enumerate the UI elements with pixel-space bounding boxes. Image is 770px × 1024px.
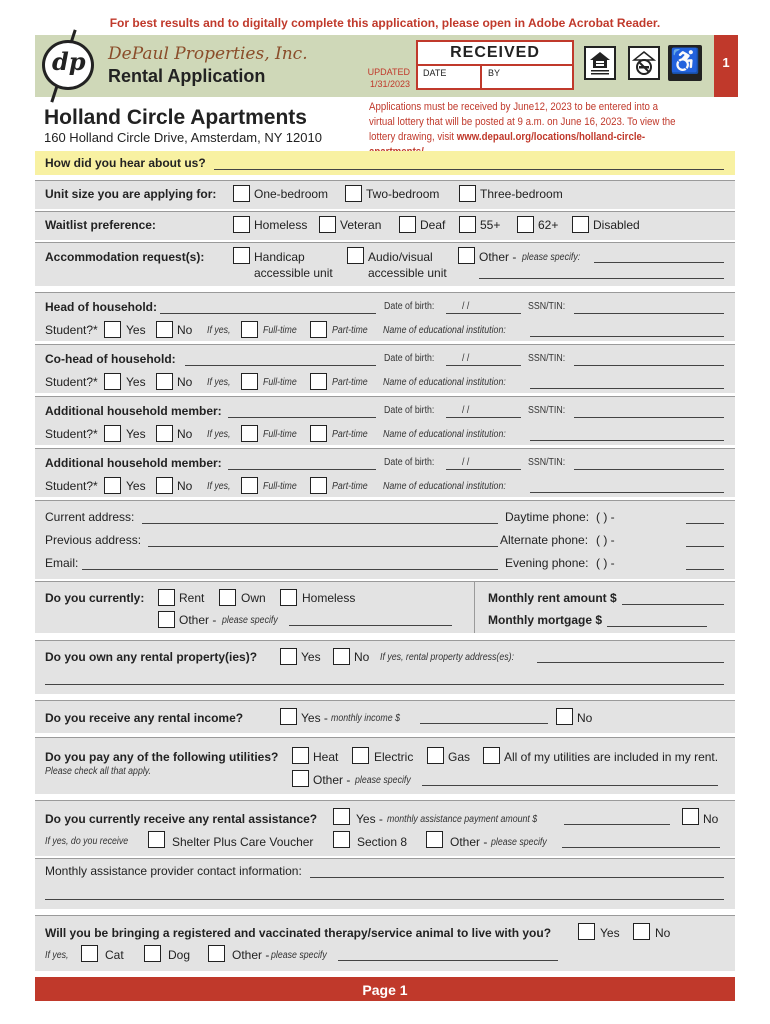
- animal-yes-label: Yes: [600, 926, 620, 940]
- alternate-phone-field[interactable]: [686, 546, 724, 547]
- member-3-student-yes-checkbox[interactable]: [104, 425, 121, 442]
- member-3-dob-field[interactable]: [446, 417, 521, 418]
- all-utilities-checkbox[interactable]: [483, 747, 500, 764]
- 55plus-checkbox[interactable]: [459, 216, 476, 233]
- animal-label: Will you be bringing a registered and vaccinated therapy/service animal to live with you?: [45, 926, 552, 940]
- member-1-student-yes-checkbox[interactable]: [104, 321, 121, 338]
- animal-no-checkbox[interactable]: [633, 923, 650, 940]
- daytime-phone-format: ( ) -: [596, 510, 615, 524]
- rental-property-yes-label: Yes: [301, 650, 321, 664]
- unit-size-label: Unit size you are applying for:: [45, 187, 217, 201]
- accommodation-label: Accommodation request(s):: [45, 250, 205, 264]
- rental-income-yes-label: Yes -: [301, 711, 328, 725]
- member-4-name-field[interactable]: [228, 469, 376, 470]
- member-4-parttime-checkbox[interactable]: [310, 477, 327, 494]
- member-2-dob-field[interactable]: [446, 365, 521, 366]
- rental-income-no-label: No: [577, 711, 593, 725]
- deaf-checkbox[interactable]: [399, 216, 416, 233]
- member-1-ifyes: If yes,: [207, 325, 231, 336]
- cat-checkbox[interactable]: [81, 945, 98, 962]
- housing-divider: [474, 582, 475, 633]
- own-checkbox[interactable]: [219, 589, 236, 606]
- lottery-text: Applications must be received by June12, 2023 to be entered into a virtual lottery that will be posted at 9 a.m. on June 16, 2023. To view the lottery drawing, visit: [369, 101, 676, 143]
- rental-property-ifyes: If yes, rental property address(es):: [380, 652, 515, 663]
- provider-field[interactable]: [310, 877, 724, 878]
- evening-phone-format: ( ) -: [596, 556, 615, 570]
- monthly-rent-field[interactable]: [622, 604, 724, 605]
- member-4-institution-label: Name of educational institution:: [383, 481, 506, 492]
- member-3-ifyes: If yes,: [207, 429, 231, 440]
- updated-date: 1/31/2023: [369, 79, 410, 89]
- previous-address-field[interactable]: [148, 546, 498, 547]
- accommodation-other-field-2[interactable]: [479, 278, 724, 279]
- rental-property-no-checkbox[interactable]: [333, 648, 350, 665]
- cat-label: Cat: [105, 948, 124, 962]
- housing-homeless-label: Homeless: [302, 591, 356, 605]
- member-2-institution-label: Name of educational institution:: [383, 377, 506, 388]
- section8-checkbox[interactable]: [333, 831, 350, 848]
- assistance-other-checkbox[interactable]: [426, 831, 443, 848]
- member-2-dob-label: Date of birth:: [384, 353, 435, 364]
- company-name: DePaul Properties, Inc.: [108, 44, 308, 64]
- received-divider: [418, 64, 572, 66]
- acrobat-note: For best results and to digitally complete this application, please open in Adobe Acrobat Reader.: [109, 16, 661, 30]
- audio-visual-label-2: accessible unit: [368, 266, 447, 280]
- all-utilities-label: All of my utilities are included in my rent.: [504, 750, 719, 764]
- member-2-student-no-checkbox[interactable]: [156, 373, 173, 390]
- housing-other-label: Other -: [179, 613, 217, 627]
- 62plus-checkbox[interactable]: [517, 216, 534, 233]
- member-4-ifyes: If yes,: [207, 481, 231, 492]
- hear-about-us-row: [35, 151, 735, 175]
- rental-property-address-field-2[interactable]: [45, 684, 724, 685]
- member-4-student-label: Student?*: [45, 479, 98, 493]
- housing-other-field[interactable]: [289, 625, 452, 626]
- monthly-rent-label: Monthly rent amount $: [488, 591, 617, 605]
- member-1-student-no-label: No: [177, 323, 193, 337]
- member-1-student-yes-label: Yes: [126, 323, 146, 337]
- housing-other-checkbox[interactable]: [158, 611, 175, 628]
- homeless-label: Homeless: [254, 218, 308, 232]
- current-address-label: Current address:: [45, 510, 135, 524]
- received-box: [416, 40, 574, 90]
- no-smoking-icon: [628, 46, 660, 80]
- shelter-plus-label: Shelter Plus Care Voucher: [172, 835, 314, 849]
- member-2-label: Co-head of household:: [45, 352, 176, 366]
- form-title: Rental Application: [108, 66, 266, 86]
- rental-property-yes-checkbox[interactable]: [280, 648, 297, 665]
- assistance-yes-label: Yes -: [356, 812, 383, 826]
- three-bedroom-label: Three-bedroom: [480, 187, 563, 201]
- current-address-field[interactable]: [142, 523, 498, 524]
- member-4-dob-label: Date of birth:: [384, 457, 435, 468]
- monthly-mortgage-field[interactable]: [607, 626, 707, 627]
- rental-property-address-field[interactable]: [537, 662, 724, 663]
- member-4-label: Additional household member:: [45, 456, 222, 470]
- assistance-specify-label: please specify: [491, 837, 547, 848]
- rental-income-yes-checkbox[interactable]: [280, 708, 297, 725]
- member-4-institution-field[interactable]: [530, 492, 724, 493]
- audio-visual-label: Audio/visual: [368, 250, 433, 264]
- received-by-label: BY: [488, 68, 501, 78]
- member-3-student-no-label: No: [177, 427, 193, 441]
- alternate-phone-label: Alternate phone:: [500, 533, 589, 547]
- gas-label: Gas: [448, 750, 471, 764]
- electric-label: Electric: [374, 750, 414, 764]
- animal-specify-label: please specify: [271, 950, 327, 961]
- handicap-label-2: accessible unit: [254, 266, 333, 280]
- accommodation-specify-label: please specify:: [522, 252, 581, 263]
- member-2-ifyes: If yes,: [207, 377, 231, 388]
- member-2-dob-sep: / /: [462, 353, 470, 364]
- audio-visual-checkbox[interactable]: [347, 247, 364, 264]
- disabled-label: Disabled: [593, 218, 640, 232]
- accessibility-icon: ♿: [668, 45, 702, 81]
- property-name: Holland Circle Apartments: [44, 106, 307, 129]
- rental-income-label: Do you receive any rental income?: [45, 711, 244, 725]
- member-3-dob-label: Date of birth:: [384, 405, 435, 416]
- daytime-phone-field[interactable]: [686, 523, 724, 524]
- alternate-phone-format: ( ) -: [596, 533, 615, 547]
- housing-label: Do you currently:: [45, 591, 145, 605]
- member-2-student-yes-label: Yes: [126, 375, 146, 389]
- rent-label: Rent: [179, 591, 205, 605]
- evening-phone-label: Evening phone:: [505, 556, 589, 570]
- utilities-specify-label: please specify: [355, 775, 411, 786]
- assistance-other-label: Other -: [450, 835, 488, 849]
- disabled-checkbox[interactable]: [572, 216, 589, 233]
- email-label: Email:: [45, 556, 79, 570]
- member-2-student-no-label: No: [177, 375, 193, 389]
- assistance-yes-checkbox[interactable]: [333, 808, 350, 825]
- member-1-student-label: Student?*: [45, 323, 98, 337]
- rental-property-no-label: No: [354, 650, 370, 664]
- member-3-student-no-checkbox[interactable]: [156, 425, 173, 442]
- member-4-student-no-label: No: [177, 479, 193, 493]
- handicap-unit-checkbox[interactable]: [233, 247, 250, 264]
- member-3-student-label: Student?*: [45, 427, 98, 441]
- member-1-fulltime-checkbox[interactable]: [241, 321, 258, 338]
- member-2-ssn-field[interactable]: [574, 365, 724, 366]
- member-1-institution-field[interactable]: [530, 336, 724, 337]
- 55plus-label: 55+: [480, 218, 501, 232]
- member-4-fulltime-label: Full-time: [263, 481, 297, 492]
- provider-field-2[interactable]: [45, 899, 724, 900]
- member-1-name-field[interactable]: [160, 313, 376, 314]
- lottery-link[interactable]: www.depaul.org/locations/holland-circle-: [456, 131, 646, 143]
- hear-about-us-label: How did you hear about us?: [45, 156, 206, 170]
- homeless-checkbox[interactable]: [233, 216, 250, 233]
- animal-other-field[interactable]: [338, 960, 558, 961]
- received-date-label: DATE: [423, 68, 447, 78]
- two-bedroom-label: Two-bedroom: [366, 187, 440, 201]
- received-vdivider: [480, 64, 482, 88]
- dog-checkbox[interactable]: [144, 945, 161, 962]
- member-1-parttime-label: Part-time: [332, 325, 368, 336]
- page-number-tab: [714, 35, 738, 97]
- property-address: 160 Holland Circle Drive, Amsterdam, NY 12010: [44, 130, 322, 145]
- depaul-logo: [42, 40, 94, 90]
- member-4-ssn-label: SSN/TIN:: [528, 457, 566, 468]
- assistance-label: Do you currently receive any rental assistance?: [45, 812, 318, 826]
- hear-about-us-field[interactable]: [214, 169, 724, 170]
- updated-label: UPDATED: [367, 67, 410, 77]
- member-4-dob-field[interactable]: [446, 469, 521, 470]
- member-3-institution-field[interactable]: [530, 440, 724, 441]
- three-bedroom-checkbox[interactable]: [459, 185, 476, 202]
- veteran-label: Veteran: [340, 218, 382, 232]
- updated-stamp: [360, 66, 410, 90]
- member-4-fulltime-checkbox[interactable]: [241, 477, 258, 494]
- animal-ifyes: If yes,: [45, 950, 69, 961]
- member-4-dob-sep: / /: [462, 457, 470, 468]
- equal-housing-icon: [584, 46, 616, 80]
- accommodation-other-label: Other -: [479, 250, 517, 264]
- one-bedroom-checkbox[interactable]: [233, 185, 250, 202]
- member-2-student-yes-checkbox[interactable]: [104, 373, 121, 390]
- member-2-fulltime-label: Full-time: [263, 377, 297, 388]
- member-2-student-label: Student?*: [45, 375, 98, 389]
- member-1-dob-label: Date of birth:: [384, 301, 435, 312]
- member-1-ssn-field[interactable]: [574, 313, 724, 314]
- assistance-other-field[interactable]: [562, 847, 720, 848]
- rental-property-label: Do you own any rental property(ies)?: [45, 650, 258, 664]
- member-1-student-no-checkbox[interactable]: [156, 321, 173, 338]
- member-1-institution-label: Name of educational institution:: [383, 325, 506, 336]
- rental-income-no-checkbox[interactable]: [556, 708, 573, 725]
- animal-other-label: Other -: [232, 948, 270, 962]
- member-2-name-field[interactable]: [185, 365, 376, 366]
- page-number: 1: [722, 55, 730, 70]
- member-1-label: Head of household:: [45, 300, 157, 314]
- accommodation-other-checkbox[interactable]: [458, 247, 475, 264]
- utilities-other-label: Other -: [313, 773, 351, 787]
- member-3-name-field[interactable]: [228, 417, 376, 418]
- rent-checkbox[interactable]: [158, 589, 175, 606]
- member-4-parttime-label: Part-time: [332, 481, 368, 492]
- member-4-ssn-field[interactable]: [574, 469, 724, 470]
- member-1-dob-field[interactable]: [446, 313, 521, 314]
- provider-label: Monthly assistance provider contact information:: [45, 864, 302, 878]
- member-2-parttime-checkbox[interactable]: [310, 373, 327, 390]
- daytime-phone-label: Daytime phone:: [505, 510, 590, 524]
- heat-label: Heat: [313, 750, 339, 764]
- monthly-mortgage-label: Monthly mortgage $: [488, 613, 603, 627]
- section8-label: Section 8: [357, 835, 408, 849]
- own-label: Own: [241, 591, 266, 605]
- waitlist-label: Waitlist preference:: [45, 218, 156, 232]
- member-3-dob-sep: / /: [462, 405, 470, 416]
- page-label: Page 1: [362, 982, 408, 998]
- assistance-ifyes: If yes, do you receive: [45, 836, 129, 847]
- animal-section: [35, 915, 735, 971]
- rental-income-field[interactable]: [420, 723, 548, 724]
- page-footer: [35, 977, 735, 1001]
- member-4-student-no-checkbox[interactable]: [156, 477, 173, 494]
- assistance-amount-field[interactable]: [564, 824, 670, 825]
- member-1-ssn-label: SSN/TIN:: [528, 301, 566, 312]
- member-2-institution-field[interactable]: [530, 388, 724, 389]
- member-3-fulltime-checkbox[interactable]: [241, 425, 258, 442]
- housing-specify-label: please specify: [222, 615, 278, 626]
- rental-property-section: [35, 640, 735, 694]
- utilities-other-checkbox[interactable]: [292, 770, 309, 787]
- evening-phone-field[interactable]: [686, 569, 724, 570]
- member-1-parttime-checkbox[interactable]: [310, 321, 327, 338]
- member-4-student-yes-checkbox[interactable]: [104, 477, 121, 494]
- member-1-fulltime-label: Full-time: [263, 325, 297, 336]
- accommodation-other-field[interactable]: [594, 262, 724, 263]
- shelter-plus-checkbox[interactable]: [148, 831, 165, 848]
- member-3-institution-label: Name of educational institution:: [383, 429, 506, 440]
- member-3-parttime-checkbox[interactable]: [310, 425, 327, 442]
- utilities-other-field[interactable]: [422, 785, 718, 786]
- assistance-no-checkbox[interactable]: [682, 808, 699, 825]
- dog-label: Dog: [168, 948, 191, 962]
- member-2-fulltime-checkbox[interactable]: [241, 373, 258, 390]
- animal-no-label: No: [655, 926, 671, 940]
- member-2-ssn-label: SSN/TIN:: [528, 353, 566, 364]
- member-4-student-yes-label: Yes: [126, 479, 146, 493]
- electric-checkbox[interactable]: [352, 747, 369, 764]
- member-1-dob-sep: / /: [462, 301, 470, 312]
- deaf-label: Deaf: [420, 218, 446, 232]
- email-field[interactable]: [82, 569, 498, 570]
- member-3-ssn-label: SSN/TIN:: [528, 405, 566, 416]
- animal-other-checkbox[interactable]: [208, 945, 225, 962]
- received-title: RECEIVED: [450, 44, 540, 61]
- housing-homeless-checkbox[interactable]: [280, 589, 297, 606]
- member-3-ssn-field[interactable]: [574, 417, 724, 418]
- two-bedroom-checkbox[interactable]: [345, 185, 362, 202]
- utilities-note: Please check all that apply.: [45, 766, 151, 777]
- member-3-fulltime-label: Full-time: [263, 429, 297, 440]
- previous-address-label: Previous address:: [45, 533, 142, 547]
- logo-text: dp: [52, 47, 86, 76]
- handicap-label: Handicap: [254, 250, 305, 264]
- one-bedroom-label: One-bedroom: [254, 187, 329, 201]
- member-3-parttime-label: Part-time: [332, 429, 368, 440]
- rental-income-detail: monthly income $: [331, 713, 400, 724]
- veteran-checkbox[interactable]: [319, 216, 336, 233]
- 62plus-label: 62+: [538, 218, 559, 232]
- animal-yes-checkbox[interactable]: [578, 923, 595, 940]
- assistance-no-label: No: [703, 812, 719, 826]
- member-2-parttime-label: Part-time: [332, 377, 368, 388]
- member-3-label: Additional household member:: [45, 404, 222, 418]
- heat-checkbox[interactable]: [292, 747, 309, 764]
- gas-checkbox[interactable]: [427, 747, 444, 764]
- member-3-student-yes-label: Yes: [126, 427, 146, 441]
- assistance-yes-detail: monthly assistance payment amount $: [387, 814, 538, 825]
- utilities-label: Do you pay any of the following utilities?: [45, 750, 279, 764]
